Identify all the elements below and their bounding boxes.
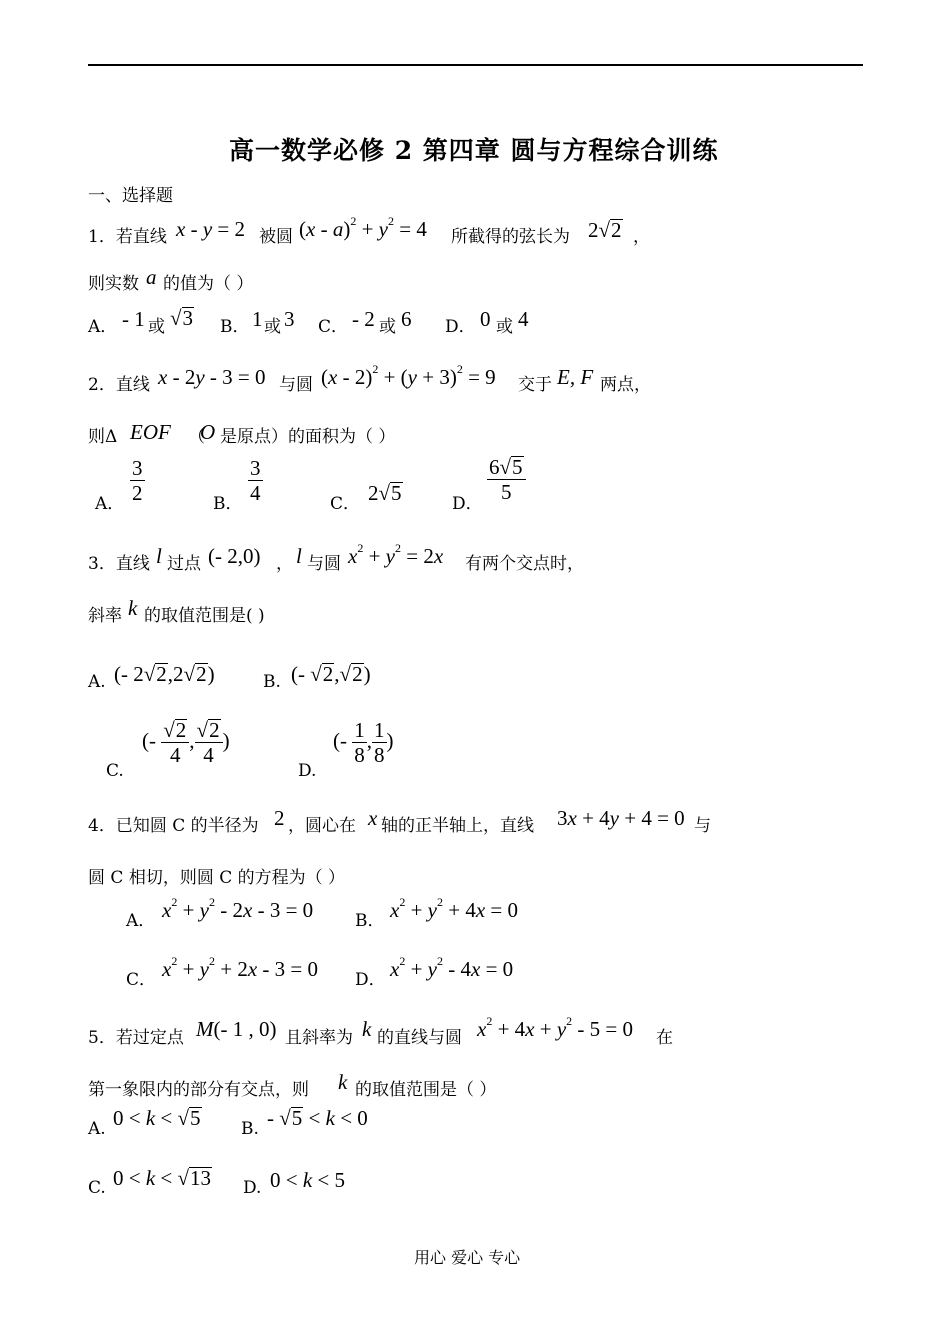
q2-option-d-label: D． — [452, 494, 483, 514]
q1-line-eq: x - y = 2 — [176, 217, 245, 241]
q3-line-l-2: l — [296, 544, 302, 568]
q3-option-c-label: C. — [106, 761, 124, 781]
q5-option-b-value: - √5 < k < 0 — [267, 1106, 368, 1130]
q5-line2-b: 的取值范围是（ ） — [355, 1080, 497, 1100]
q1-option-b-or: 或 — [264, 317, 281, 337]
q1-option-c-val1: - 2 — [352, 307, 375, 331]
q2-text-3: 两点， — [600, 375, 651, 395]
q1-option-b-val1: 1 — [252, 307, 263, 331]
q1-option-a-val2: √3 — [170, 306, 194, 330]
q3-number: 3．直线 — [88, 554, 150, 574]
q1-chord-length: 2√2 — [588, 218, 622, 242]
q1-option-a-val1: - 1 — [122, 307, 145, 331]
q5-option-c-label: C. — [88, 1178, 106, 1198]
q2-number: 2．直线 — [88, 375, 150, 395]
q4-option-d-value: $x^2 + y^2 - 4x = 0$ — [390, 954, 514, 981]
q1-option-d-label: D． — [445, 317, 476, 337]
q3-line2-b: 的取值范围是( ) — [144, 606, 265, 626]
q5-line2-a: 第一象限内的部分有交点，则 — [88, 1080, 309, 1100]
q4-line2: 圆 C 相切，则圆 C 的方程为（ ） — [88, 868, 346, 888]
page-footer: 用心 爱心 专心 — [414, 1248, 521, 1267]
q5-option-c-value: 0 < k < √13 — [113, 1166, 212, 1190]
q1-line2-b: 的值为（ ） — [163, 274, 254, 294]
q5-option-a-value: 0 < k < √5 — [113, 1106, 201, 1130]
q2-line2-c: 是原点）的面积为（ ） — [220, 427, 396, 447]
q1-option-a-label: A． — [88, 317, 118, 337]
q1-option-b-label: B． — [220, 317, 250, 337]
q3-option-b-label: B. — [263, 672, 281, 692]
q2-line2-b: （ — [188, 427, 205, 447]
q1-option-d-val1: 0 — [480, 307, 491, 331]
q1-text-3: ， — [633, 227, 650, 247]
q1-option-c-or: 或 — [379, 317, 396, 337]
q5-point-m: M(- 1 , 0) — [196, 1017, 277, 1041]
q2-var-o: O — [200, 420, 216, 444]
q4-option-a-label: A． — [126, 911, 156, 931]
q3-option-d-label: D. — [298, 761, 317, 781]
q1-var-a: a — [146, 265, 157, 289]
q4-option-c-value: $x^2 + y^2 + 2x - 3 = 0$ — [162, 954, 319, 981]
q3-text-2: ， — [276, 554, 293, 574]
q4-option-b-label: B． — [355, 911, 385, 931]
q3-circle-eq: $x^2 + y^2 = 2x$ — [348, 541, 444, 568]
q5-text-1: 且斜率为 — [285, 1028, 353, 1048]
q2-option-d-value: $\frac{6√5}{5}$ — [487, 455, 526, 504]
q5-option-d-label: D. — [243, 1178, 262, 1198]
q2-option-c-value: 2√5 — [368, 481, 402, 505]
q2-text-1: 与圆 — [279, 375, 313, 395]
q3-option-b-value: (- √2,√2) — [291, 662, 371, 686]
q3-option-c-value: (- $\frac{√2}{4}$ , $\frac{√2}{4}$ ) — [142, 718, 230, 768]
section-heading: 一、选择题 — [88, 186, 173, 206]
q4-number: 4．已知圆 C 的半径为 — [88, 816, 259, 836]
q2-option-a-value: $\frac{3}{2}$ — [132, 456, 143, 506]
q2-text-2: 交于 — [518, 375, 552, 395]
q4-option-b-value: $x^2 + y^2 + 4x = 0$ — [390, 895, 519, 922]
q4-option-d-label: D． — [355, 970, 386, 990]
q1-option-c-val2: 6 — [401, 307, 412, 331]
q2-option-b-value: $\frac{3}{4}$ — [250, 456, 261, 506]
q3-option-d-value: (- $\frac{1}{8}$ , $\frac{1}{8}$ ) — [333, 718, 394, 768]
q2-option-c-label: C． — [330, 494, 361, 514]
q1-text-1: 被圆 — [259, 227, 293, 247]
header-rule — [88, 64, 863, 66]
q2-line-eq: x - 2y - 3 = 0 — [158, 365, 266, 389]
q4-line-eq: 3x + 4y + 4 = 0 — [557, 806, 685, 830]
q5-text-3: 在 — [656, 1028, 673, 1048]
q1-circle-eq: $(x - a)^2 + y^2 = 4$ — [299, 214, 427, 241]
q2-points-ef: E, F — [557, 365, 594, 389]
q4-option-a-value: $x^2 + y^2 - 2x - 3 = 0$ — [162, 895, 314, 922]
q3-text-3: 与圆 — [307, 554, 341, 574]
q1-option-b-val2: 3 — [284, 307, 295, 331]
page-title: 高一数学必修 2 第四章 圆与方程综合训练 — [229, 136, 719, 165]
q1-line2-a: 则实数 — [88, 274, 139, 294]
q3-line2-a: 斜率 — [88, 606, 122, 626]
q4-text-1: ，圆心在 — [288, 816, 356, 836]
q3-text-1: 过点 — [167, 554, 201, 574]
q3-var-k: k — [128, 596, 138, 620]
q5-option-d-value: 0 < k < 5 — [270, 1168, 346, 1192]
q5-text-2: 的直线与圆 — [377, 1028, 462, 1048]
q4-var-x: x — [368, 806, 378, 830]
q4-option-c-label: C． — [126, 970, 157, 990]
q4-radius: 2 — [274, 806, 285, 830]
q1-option-c-label: C． — [318, 317, 349, 337]
q5-var-k: k — [362, 1017, 372, 1041]
q5-var-k-2: k — [338, 1070, 348, 1094]
q2-option-a-label: A． — [95, 494, 125, 514]
q1-option-a-or: 或 — [148, 317, 165, 337]
q1-text-2: 所截得的弦长为 — [451, 227, 570, 247]
q3-option-a-value: (- 2√2,2√2) — [114, 662, 215, 686]
q2-triangle-eof: EOF — [130, 420, 171, 444]
q2-option-b-label: B． — [213, 494, 243, 514]
q1-number: 1．若直线 — [88, 227, 167, 247]
q1-option-d-val2: 4 — [518, 307, 529, 331]
q1-option-d-or: 或 — [496, 317, 513, 337]
q5-number: 5．若过定点 — [88, 1028, 184, 1048]
q4-text-3: 与 — [694, 816, 711, 836]
q3-option-a-label: A. — [88, 672, 106, 692]
q2-line2-a: 则Δ — [88, 427, 118, 447]
q3-text-4: 有两个交点时， — [465, 554, 584, 574]
q5-circle-eq: $x^2 + 4x + y^2 - 5 = 0$ — [477, 1014, 634, 1041]
q5-option-a-label: A. — [88, 1119, 106, 1139]
q3-point: (- 2,0) — [208, 544, 261, 568]
q2-circle-eq: $(x - 2)^2 + (y + 3)^2 = 9$ — [321, 362, 496, 389]
q4-text-2: 轴的正半轴上，直线 — [381, 816, 534, 836]
q3-line-l: l — [156, 544, 162, 568]
q5-option-b-label: B. — [241, 1119, 259, 1139]
